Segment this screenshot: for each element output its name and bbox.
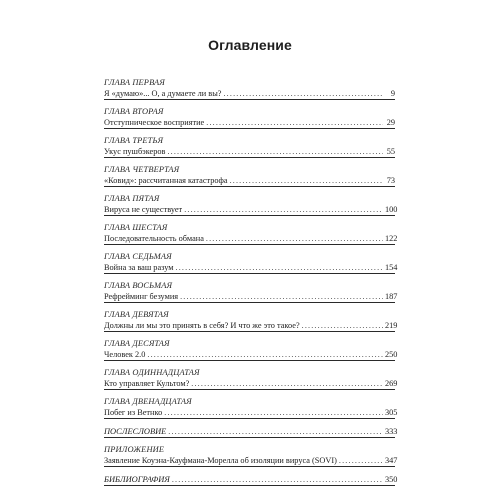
toc-entry[interactable]: [104, 474, 398, 486]
toc-row: [104, 262, 398, 274]
chapter-title: БИБЛИОГРАФИЯ: [104, 475, 170, 484]
chapter-title: Вируса не существует: [104, 205, 183, 214]
chapter-title: Отступническое восприятие: [104, 118, 205, 127]
toc-entry[interactable]: [104, 397, 398, 419]
toc-row: [104, 378, 398, 390]
toc-row: [104, 426, 398, 438]
dot-leader: [167, 146, 383, 157]
page-title: Оглавление: [208, 37, 292, 53]
chapter-title: Последовательность обмана: [104, 234, 204, 243]
page-number: 305: [385, 408, 398, 417]
page-number: 350: [385, 475, 398, 484]
chapter-label: ГЛАВА ОДИННАДЦАТАЯ: [104, 368, 200, 377]
toc-entry[interactable]: [104, 368, 398, 390]
chapter-title: Кто управляет Культом?: [104, 379, 190, 388]
chapter-label: ГЛАВА СЕДЬМАЯ: [104, 252, 172, 261]
toc-row: [104, 474, 398, 486]
page-number: 122: [385, 234, 398, 243]
chapter-label: ГЛАВА ДЕСЯТАЯ: [104, 339, 170, 348]
chapter-label: ПРИЛОЖЕНИЕ: [104, 445, 165, 454]
toc-row: [104, 291, 398, 303]
dot-leader: [206, 233, 383, 244]
dot-leader: [164, 407, 383, 418]
toc-row: [104, 204, 398, 216]
chapter-title: Человек 2.0: [104, 350, 146, 359]
toc-entry[interactable]: [104, 107, 395, 129]
toc-row: [104, 88, 395, 100]
toc-entry[interactable]: [104, 445, 398, 467]
chapter-label: ГЛАВА ТРЕТЬЯ: [104, 136, 164, 145]
page-number: 347: [385, 456, 398, 465]
chapter-title: Укус пушбэкеров: [104, 147, 166, 156]
page-number: 9: [390, 89, 395, 98]
dot-leader: [176, 262, 383, 273]
chapter-label: ГЛАВА ДЕВЯТАЯ: [104, 310, 169, 319]
toc-row: [104, 407, 398, 419]
chapter-title: Должны ли мы это принять в себя? И что же это такое?: [104, 321, 300, 330]
chapter-label: ГЛАВА ДВЕНАДЦАТАЯ: [104, 397, 192, 406]
toc-entry[interactable]: [104, 223, 398, 245]
table-of-contents: [104, 78, 398, 493]
dot-leader: [147, 349, 383, 360]
page-number: 100: [385, 205, 398, 214]
chapter-title: Война за ваш разум: [104, 263, 174, 272]
toc-entry[interactable]: [104, 281, 398, 303]
chapter-title: Я «думаю»... О, а думаете ли вы?: [104, 89, 222, 98]
toc-row: [104, 455, 398, 467]
chapter-title: Заявление Коуэна-Кауфмана-Морелла об изоляции вируса (SOVI): [104, 456, 337, 465]
dot-leader: [184, 204, 383, 215]
chapter-label: ГЛАВА ВТОРАЯ: [104, 107, 164, 116]
toc-entry[interactable]: [104, 252, 398, 274]
page-number: 73: [386, 176, 395, 185]
toc-entry[interactable]: [104, 136, 395, 158]
dot-leader: [206, 117, 383, 128]
chapter-title: Побег из Ветнко: [104, 408, 163, 417]
dot-leader: [223, 88, 383, 99]
dot-leader: [172, 474, 383, 485]
dot-leader: [191, 378, 383, 389]
dot-leader: [180, 291, 383, 302]
toc-row: [104, 320, 398, 332]
page-number: 55: [386, 147, 395, 156]
chapter-label: ГЛАВА ПЯТАЯ: [104, 194, 160, 203]
page-number: 250: [385, 350, 398, 359]
chapter-title: Рефрейминг безумия: [104, 292, 179, 301]
dot-leader: [339, 455, 383, 466]
chapter-title: «Ковид»: рассчитанная катастрофа: [104, 176, 228, 185]
toc-row: [104, 117, 395, 129]
dot-leader: [230, 175, 383, 186]
toc-row: [104, 233, 398, 245]
toc-entry[interactable]: [104, 165, 395, 187]
toc-entry[interactable]: [104, 339, 398, 361]
chapter-label: ГЛАВА ЧЕТВЕРТАЯ: [104, 165, 180, 174]
page-number: 154: [385, 263, 398, 272]
chapter-label: ГЛАВА ПЕРВАЯ: [104, 78, 165, 87]
page-number: 219: [385, 321, 398, 330]
dot-leader: [302, 320, 383, 331]
chapter-label: ГЛАВА ШЕСТАЯ: [104, 223, 168, 232]
toc-row: [104, 175, 395, 187]
toc-row: [104, 349, 398, 361]
page-number: 29: [386, 118, 395, 127]
toc-row: [104, 146, 395, 158]
page-number: 187: [385, 292, 398, 301]
page-number: 333: [385, 427, 398, 436]
chapter-label: ГЛАВА ВОСЬМАЯ: [104, 281, 173, 290]
toc-entry[interactable]: [104, 426, 398, 438]
chapter-title: ПОСЛЕСЛОВИЕ: [104, 427, 167, 436]
toc-entry[interactable]: [104, 194, 398, 216]
dot-leader: [168, 426, 383, 437]
toc-entry[interactable]: [104, 78, 395, 100]
page-number: 269: [385, 379, 398, 388]
toc-entry[interactable]: [104, 310, 398, 332]
